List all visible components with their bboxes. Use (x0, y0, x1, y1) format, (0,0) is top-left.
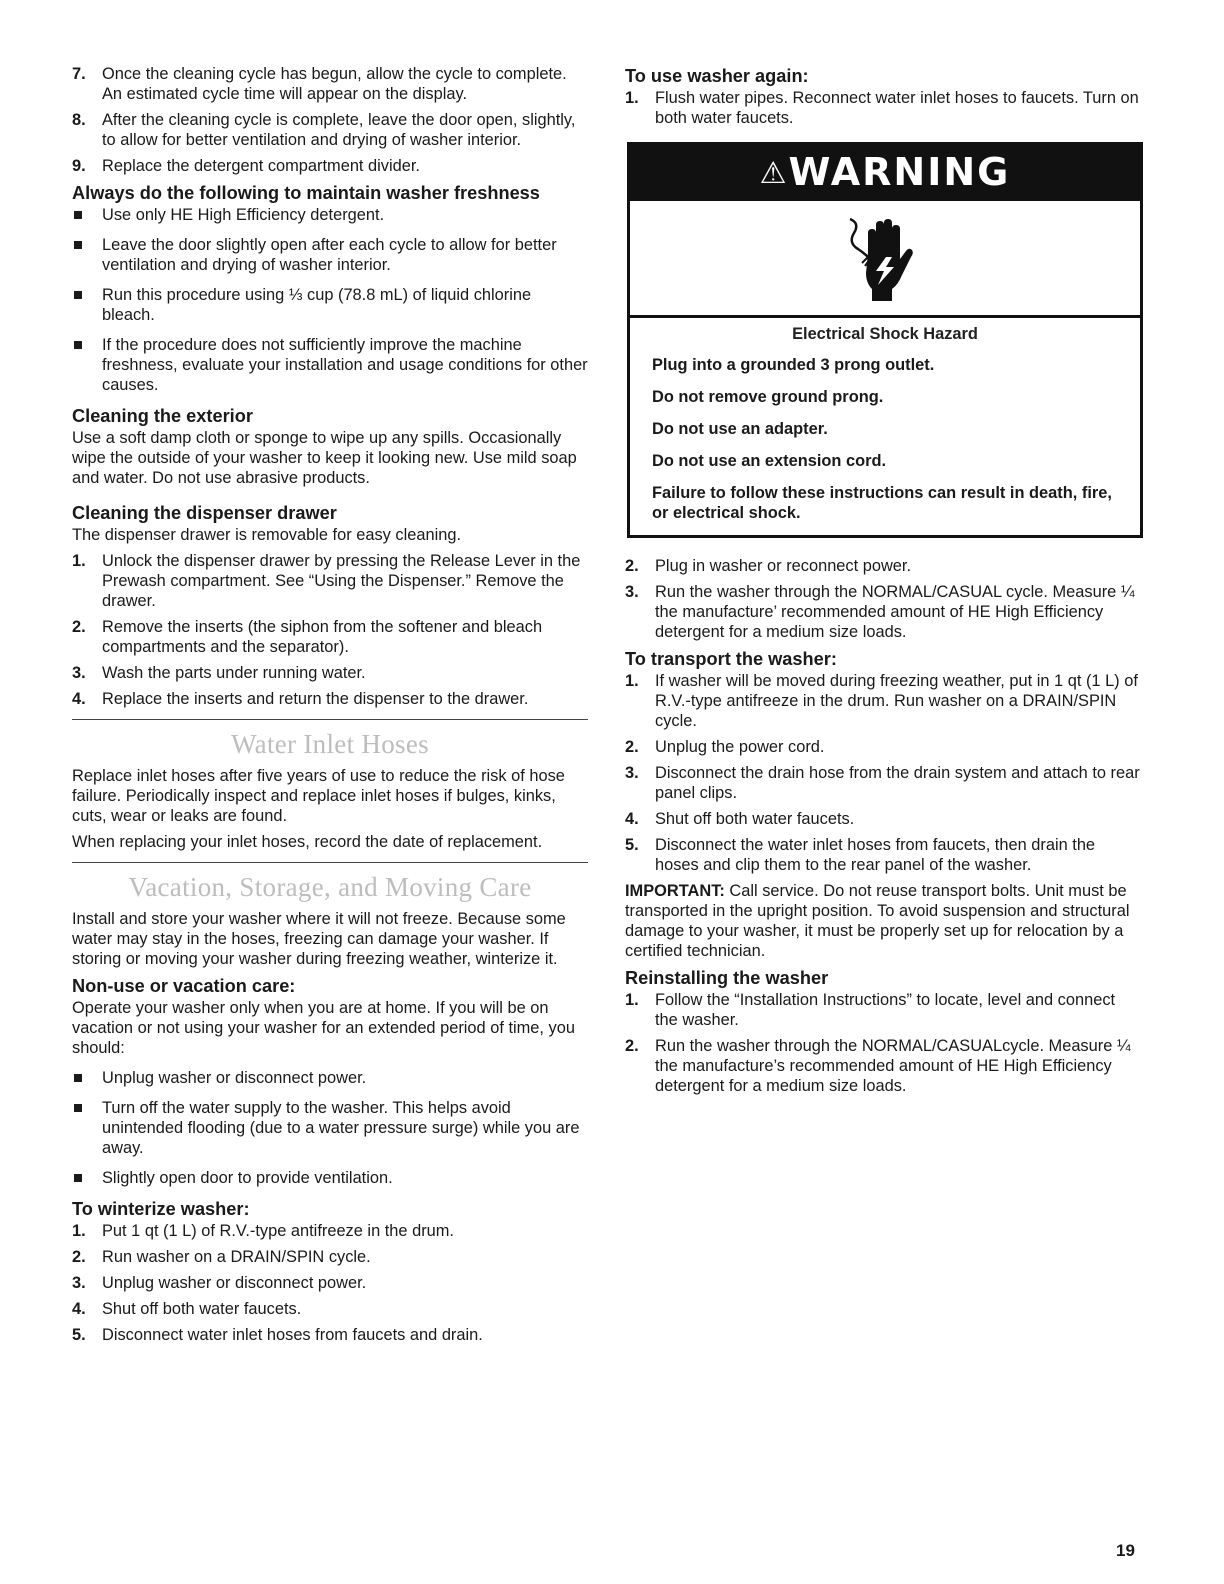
list-item: If the procedure does not sufficiently improve the machine freshness, evaluate your installation and usage conditions for other causes. (72, 335, 588, 395)
transport-heading: To transport the washer: (625, 649, 837, 669)
list-item: Leave the door slightly open after each cycle to allow for better ventilation and drying of washer interior. (72, 235, 588, 275)
list-item: 3. Unplug washer or disconnect power. (72, 1274, 367, 1292)
dispenser-heading: Cleaning the dispenser drawer (72, 503, 337, 523)
exterior-text: Use a soft damp cloth or sponge to wipe up any spills. Occasionally wipe the outside of your washer to keep it looking new. Use mild soap and water. Do not use abrasive products. (72, 429, 577, 487)
left-column (72, 64, 588, 1351)
right-column (625, 64, 1141, 1102)
freshness-heading: Always do the following to maintain washer freshness (72, 183, 540, 203)
dispenser-steps (72, 551, 588, 709)
important-text: Call service. Do not reuse transport bolts. Unit must be transported in the upright position. To avoid suspension and structural damage to your washer, it must be properly set up for relocation by a certified technician. (625, 882, 1130, 960)
list-item: 2. Plug in washer or reconnect power. (625, 557, 912, 575)
electrical-shock-hand-icon (846, 213, 926, 305)
page-number: 19 (1116, 1541, 1135, 1560)
dispenser-intro: The dispenser drawer is removable for easy cleaning. (72, 526, 462, 544)
list-item: 9. Replace the detergent compartment divider. (72, 157, 420, 175)
section-divider (72, 719, 588, 720)
important-note (625, 881, 1141, 961)
vacation-intro: Install and store your washer where it will not freeze. Because some water may stay in the hoses, freezing can damage your washer. If storing or moving your washer during freezing weather, winterize it. (72, 910, 566, 968)
nonuse-heading: Non-use or vacation care: (72, 976, 296, 996)
reinstall-steps (625, 990, 1141, 1096)
list-item: 2. Unplug the power cord. (625, 738, 825, 756)
list-item: 3. Disconnect the drain hose from the drain system and attach to rear panel clips. (625, 764, 1140, 802)
list-item: 3. Run the washer through the NORMAL/CASUAL cycle. Measure ¼ the manufacture’ recommended amount of HE High Efficiency detergent for a medium size loads. (625, 583, 1135, 641)
list-item: Turn off the water supply to the washer. This helps avoid unintended flooding (due to a water pressure surge) while you are away. (72, 1098, 588, 1158)
warning-text (630, 318, 1140, 535)
list-item: Slightly open door to provide ventilation. (72, 1168, 588, 1188)
warning-banner (630, 145, 1140, 201)
use-again-steps-continued (625, 556, 1141, 642)
use-again-heading: To use washer again: (625, 66, 809, 86)
list-item: 1. Flush water pipes. Reconnect water inlet hoses to faucets. Turn on both water faucets. (625, 89, 1139, 127)
winterize-steps (72, 1221, 588, 1345)
section-divider (72, 862, 588, 863)
use-again-steps (625, 88, 1141, 128)
list-item: 1. Follow the “Installation Instructions” to locate, level and connect the washer. (625, 991, 1116, 1029)
reinstall-heading: Reinstalling the washer (625, 968, 829, 988)
warning-line: Do not use an adapter. (652, 420, 828, 438)
list-item: 3. Wash the parts under running water. (72, 664, 366, 682)
inlet-hoses-text: Replace inlet hoses after five years of use to reduce the risk of hose failure. Periodically inspect and replace inlet hoses if bulges, kinks, cuts, wear or leaks are found. (72, 767, 565, 825)
list-item: 7. Once the cleaning cycle has begun, allow the cycle to complete. An estimated cycle time will appear on the display. (72, 65, 567, 103)
warning-icon-area (630, 201, 1140, 318)
warning-line: Do not remove ground prong. (652, 388, 884, 406)
nonuse-text: Operate your washer only when you are at home. If you will be on vacation or not using your washer for an extended period of time, you should: (72, 999, 575, 1057)
list-item: 2. Remove the inserts (the siphon from the softener and bleach compartments and the separator). (72, 618, 543, 656)
warning-line: Failure to follow these instructions can result in death, fire, or electrical shock. (652, 484, 1112, 522)
list-item: 4. Shut off both water faucets. (72, 1300, 302, 1318)
exterior-heading: Cleaning the exterior (72, 406, 253, 426)
list-item: Run this procedure using ⅓ cup (78.8 mL) of liquid chlorine bleach. (72, 285, 588, 325)
warning-banner-text: WARNING (788, 150, 1011, 194)
list-item: 1. Unlock the dispenser drawer by pressing the Release Lever in the Prewash compartment. See “Using the Dispenser.” Remove the drawer. (72, 552, 581, 610)
list-item: 5. Disconnect the water inlet hoses from faucets, then drain the hoses and clip them to the rear panel of the washer. (625, 836, 1096, 874)
list-item: 1. If washer will be moved during freezing weather, put in 1 qt (1 L) of R.V.-type antifreeze in the drum. Run washer on a DRAIN/SPIN cycle. (625, 672, 1138, 730)
important-label: IMPORTANT: (625, 882, 725, 900)
list-item: Use only HE High Efficiency detergent. (72, 205, 588, 225)
list-item: 2. Run washer on a DRAIN/SPIN cycle. (72, 1248, 371, 1266)
warning-line: Plug into a grounded 3 prong outlet. (652, 356, 935, 374)
warning-line: Do not use an extension cord. (652, 452, 887, 470)
list-item: 1. Put 1 qt (1 L) of R.V.-type antifreeze in the drum. (72, 1222, 454, 1240)
transport-steps (625, 671, 1141, 875)
list-item: 2. Run the washer through the NORMAL/CASUALcycle. Measure ¼ the manufacture’s recommended amount of HE High Efficiency detergent for a medium size loads. (625, 1037, 1131, 1095)
inlet-hoses-title: Water Inlet Hoses (231, 729, 429, 759)
inlet-hoses-record-text: When replacing your inlet hoses, record the date of replacement. (72, 833, 543, 851)
nonuse-list (72, 1068, 588, 1188)
vacation-title: Vacation, Storage, and Moving Care (128, 872, 532, 902)
list-item: Unplug washer or disconnect power. (72, 1068, 588, 1088)
cleaning-steps-continued (72, 64, 588, 176)
winterize-heading: To winterize washer: (72, 1199, 250, 1219)
list-item: 5. Disconnect water inlet hoses from faucets and drain. (72, 1326, 483, 1344)
list-item: 4. Shut off both water faucets. (625, 810, 855, 828)
freshness-list (72, 205, 588, 395)
list-item: 8. After the cleaning cycle is complete, leave the door open, slightly, to allow for better ventilation and drying of washer interior. (72, 111, 576, 149)
warning-box (627, 142, 1143, 538)
list-item: 4. Replace the inserts and return the dispenser to the drawer. (72, 690, 529, 708)
warning-triangle-icon: ⚠ (759, 156, 789, 191)
hazard-title: Electrical Shock Hazard (792, 325, 978, 343)
